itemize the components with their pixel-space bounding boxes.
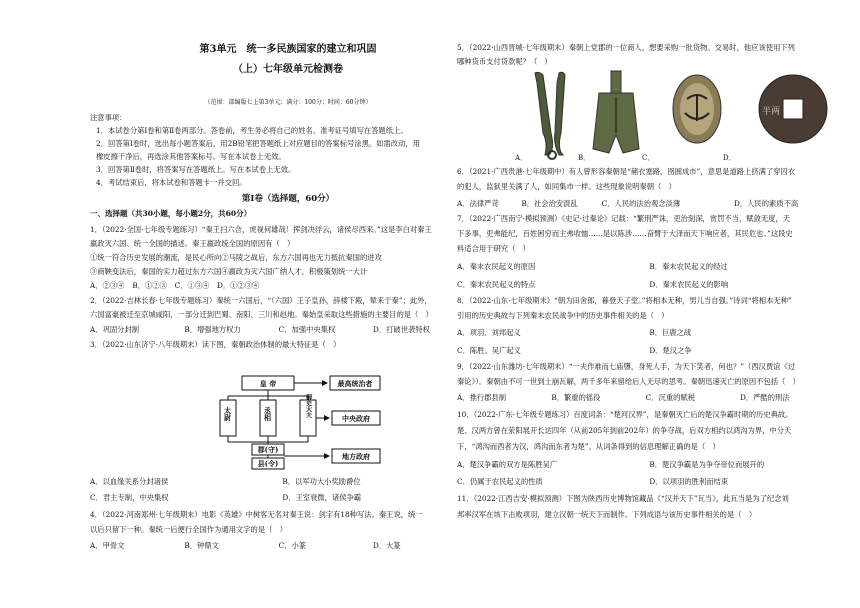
section-title: 第Ⅰ卷（选择题，60分） xyxy=(241,194,335,204)
question-8-options-row1 xyxy=(457,328,853,339)
question-9-options xyxy=(457,393,853,404)
question-4-line: 以后只留下一种。秦统一后便行全国作为通用文字的是（ ） xyxy=(90,525,288,534)
ban-liang-coin-image xyxy=(759,75,827,143)
option-c[interactable]: C．加强中央集权 xyxy=(278,325,336,334)
option-d[interactable]: D．人民的素质不高 xyxy=(733,199,799,208)
qin-government-diagram xyxy=(184,374,384,472)
option-b[interactable]: B．繁重的徭役 xyxy=(551,393,601,402)
option-a[interactable]: A．楚汉争霸的双方是陈胜吴广 xyxy=(457,460,558,469)
question-10-line: 10．（2022·广东·七年级专题练习）百度词条：“楚河汉界”，是秦朝灭亡后的楚汉争霸时期的历史典故。 xyxy=(457,410,793,419)
question-10-options-row2 xyxy=(457,477,853,488)
exam-title: 第3单元 统一多民族国家的建立和巩固 xyxy=(199,44,377,55)
option-a[interactable]: A．甲骨文 xyxy=(90,541,125,550)
question-2-options xyxy=(90,325,486,336)
option-c[interactable]: C．仍属于农民起义的性质 xyxy=(457,477,543,486)
jun-label: 郡(守) xyxy=(257,445,279,454)
coin-option-b[interactable]: B． xyxy=(578,154,591,162)
question-1-line: ③商鞅变法后，秦国的实力超过东方六国④嬴政为灭六国广纳人才，积极策划统一大计 xyxy=(90,267,368,276)
option-d[interactable]: D．秦末农民起义的影响 xyxy=(649,280,729,289)
notes-heading: 注意事项： xyxy=(90,113,127,122)
option-b[interactable]: B．社会治安混乱 xyxy=(521,199,578,208)
emperor-label: 皇 帝 xyxy=(259,379,277,388)
question-3-line: 3．（2022·山东济宁·八年级期末）读下图，秦朝政治体制的最大特征是（ ） xyxy=(90,340,341,349)
option-d[interactable]: D．王室衰微，诸侯争霸 xyxy=(282,493,362,502)
option-b[interactable]: B．楚汉争霸是为争夺帝位而展开的 xyxy=(649,460,765,469)
option-d[interactable]: D．楚汉之争 xyxy=(649,346,692,355)
note-item: 4．考试结束后，将本试卷和答题卡一并交回。 xyxy=(96,178,247,187)
chengxiang-label: 丞相 xyxy=(263,407,273,421)
right-column xyxy=(455,0,855,608)
question-6-options xyxy=(457,199,853,210)
option-b[interactable]: B．秦末农民起义的经过 xyxy=(649,262,728,271)
option-c[interactable]: C．人民的法治观念淡薄 xyxy=(601,199,681,208)
note-item: 1．本试卷分第Ⅰ卷和第Ⅱ卷两部分。答卷前，考生务必将自己的姓名、准考证号填写在答题纸上。 xyxy=(96,126,408,135)
note-item: 3．回答第Ⅱ卷时，将答案写在答题纸上。写在本试卷上无效。 xyxy=(96,165,296,174)
question-7-options-row1 xyxy=(457,262,853,273)
xian-label: 县(令) xyxy=(257,459,279,468)
question-8-options-row2 xyxy=(457,346,853,357)
question-2-line: 六国富豪被迁至京城咸阳，一部分迁到巴蜀、南阳、三川和赵地。秦始皇采取这些措施的主要目的是（ ） xyxy=(90,310,433,319)
option-d[interactable]: D．大篆 xyxy=(372,541,401,550)
question-8-line: 8．（2022·山东·七年级期末）“朝为田舍郎，暮登天子堂。”将相本无种，男儿当自强。”诗词“将相本无种” xyxy=(457,296,792,305)
option-c[interactable]: C．秦末农民起义的特点 xyxy=(457,280,536,289)
question-7-line: 料适合用于研究（ ） xyxy=(457,244,530,253)
central-gov-label: 中央政府 xyxy=(342,414,370,423)
option-b[interactable]: B．钟鼎文 xyxy=(184,541,219,550)
left-column xyxy=(88,0,488,608)
question-10-options-row1 xyxy=(457,460,853,471)
question-9-line: 秦论》）。秦朝由不可一世到土崩瓦解，两千多年来留给后人无尽的思考。秦朝迅速灭亡的原因不包括（ ） xyxy=(457,377,800,386)
option-a[interactable]: A．②③④ xyxy=(90,281,125,290)
option-c[interactable]: C．小篆 xyxy=(278,541,307,550)
option-a[interactable]: A．巩固分封制 xyxy=(90,325,140,334)
option-b[interactable]: B．①②③ xyxy=(132,281,167,290)
coin-option-d[interactable]: D． xyxy=(723,154,736,162)
taiwei-label: 太尉 xyxy=(223,407,233,421)
question-3-options-row1 xyxy=(90,477,486,488)
question-4-options xyxy=(90,541,486,552)
question-10-line: 下，“鸿沟而西者为汉，鸿沟而东者为楚”。从词条得到的信息理解正确的是（ ） xyxy=(457,442,720,451)
note-item: 2．回答第Ⅰ卷时，选出每小题答案后，用2B铅笔把答题纸上对应题目的答案标号涂黑。如需改动，用 xyxy=(96,139,420,148)
option-c[interactable]: C．君主专制，中央集权 xyxy=(90,493,169,502)
option-d[interactable]: D．以项羽的胜利而结束 xyxy=(649,477,729,486)
question-8-line: 引用的历史典故与下列秦末农民战争中的历史事件相关的是（ ） xyxy=(457,311,669,320)
section-subtitle: 一、选择题（共30小题，每小题2分，共60分） xyxy=(90,209,252,218)
option-d[interactable]: D．①②③④ xyxy=(216,281,260,290)
option-d[interactable]: D．打破世袭特权 xyxy=(372,325,430,334)
ant-nose-coin-image xyxy=(673,75,721,143)
question-4-line: 4．（2022·河南郑州·七年级期末）电影《英雄》中树客无名对秦王说：剑字有18种写法。秦王说，统一 xyxy=(90,510,423,519)
note-item: 橡皮擦干净后，再选涂其他答案标号。写在本试卷上无效。 xyxy=(96,152,286,161)
yushidafu-label: 御史大夫 xyxy=(304,394,312,418)
option-a[interactable]: A．项羽、刘邦起义 xyxy=(457,328,521,337)
option-a[interactable]: A．秦末农民起义的原因 xyxy=(457,262,536,271)
local-gov-label: 地方政府 xyxy=(342,452,370,461)
exam-subtitle: （上）七年级单元检测卷 xyxy=(233,64,343,75)
supreme-ruler-label: 最高统治者 xyxy=(337,379,373,388)
option-b[interactable]: B．以军功大小奖励爵位 xyxy=(282,477,361,486)
option-c[interactable]: C．①③④ xyxy=(174,281,210,290)
question-3-options-row2 xyxy=(90,493,486,504)
option-c[interactable]: C．陈胜、吴广起义 xyxy=(457,346,521,355)
question-1-line: 1．（2022·全国·七年级专题练习）“秦王扫六合，虎视何雄哉！挥剑决浮云，诸侯尽西来。”这是李白对秦王 xyxy=(90,225,432,234)
question-1-options xyxy=(90,281,486,292)
question-5-line: 哪种货币支付货款呢？（ ） xyxy=(457,57,552,66)
coin-option-a[interactable]: A． xyxy=(515,154,528,162)
question-10-line: 楚、汉两方曾在荥阳展开长达四年（从前205年到前202年）的争夺战，后双方相约以鸿沟为界，中分天 xyxy=(457,426,792,435)
coin-option-c[interactable]: C． xyxy=(642,154,655,162)
exam-range: （范围：部编版七上第3单元；满分：100分；时间：60分钟） xyxy=(204,99,372,106)
question-11-line: 11．（2022·江西吉安·模拟预测）下图为陕西历史博物馆藏品《“汉并天下”瓦当》，此瓦当是为了纪念刘 xyxy=(457,494,789,503)
question-1-line: 嬴政灭六国、统一全国的描述。秦王嬴政统全国的原因有（ ） xyxy=(90,239,295,248)
question-11-line: 邦率汉军在垓下击败项羽，建立汉朝一统天下而制作。下列成语与该历史事件相关的是（ ） xyxy=(457,510,757,519)
question-7-line: 下多事，吏弗能纪，百姓困穷而主弗收恤……是以陈涉……奋臂于大泽而天下响应者，其民危也。”这段史 xyxy=(457,229,793,238)
option-c[interactable]: C．沉重的赋税 xyxy=(645,393,696,402)
coin-images xyxy=(515,63,845,163)
question-9-line: 9．（2022·山东潍坊·七年级期末）“一夫作难而七庙隳，身死人手，为天下笑者，何也？”（西汉贾谊《过 xyxy=(457,362,796,371)
option-a[interactable]: A．推行郡县制 xyxy=(457,393,507,402)
question-5-line: 5．（2022·山西晋城·七年级期末）秦朝上党郡的一位商人，想要采购一批货物。交易时，他应该使用下列 xyxy=(457,43,795,52)
option-b[interactable]: B．巨鹿之战 xyxy=(649,328,692,337)
question-7-line: 7．（2022·广西南宁·模拟预测）《史记·过秦论》记载：“繁刑严诛，吏治刻深，赏罚不当，赋敛无度，天 xyxy=(457,214,791,223)
question-7-options-row2 xyxy=(457,280,853,291)
coin-d-text-1: 半两 xyxy=(761,107,781,117)
option-a[interactable]: A．法律严苛 xyxy=(457,199,499,208)
knife-coin-image xyxy=(535,72,565,159)
question-1-line: ①统一符合历史发展的潮流，是民心所向②马陵之战后，东方六国再也无力抵抗秦国的进攻 xyxy=(90,253,382,262)
question-2-line: 2．（2022·吉林长春·七年级专题练习）秦统一六国后，“（六国）王子皇孙，辞楼下殿，辇来于秦”；此外， xyxy=(90,296,432,305)
question-6-line: 6．（2021·广西贵港·七年级期中）有人曾形容秦朝是“赭衣塞路，囹圄成市”，意思是道路上挤满了穿囚衣 xyxy=(457,167,796,176)
option-d[interactable]: D．严酷的刑法 xyxy=(739,393,790,402)
option-b[interactable]: B．增强地方权力 xyxy=(184,325,241,334)
question-6-line: 的犯人，监狱里关满了人，如同集市一样。这些现象说明秦朝（ ） xyxy=(457,182,676,191)
spade-coin-image xyxy=(593,71,639,153)
option-a[interactable]: A．以血缘关系分封诸侯 xyxy=(90,477,169,486)
